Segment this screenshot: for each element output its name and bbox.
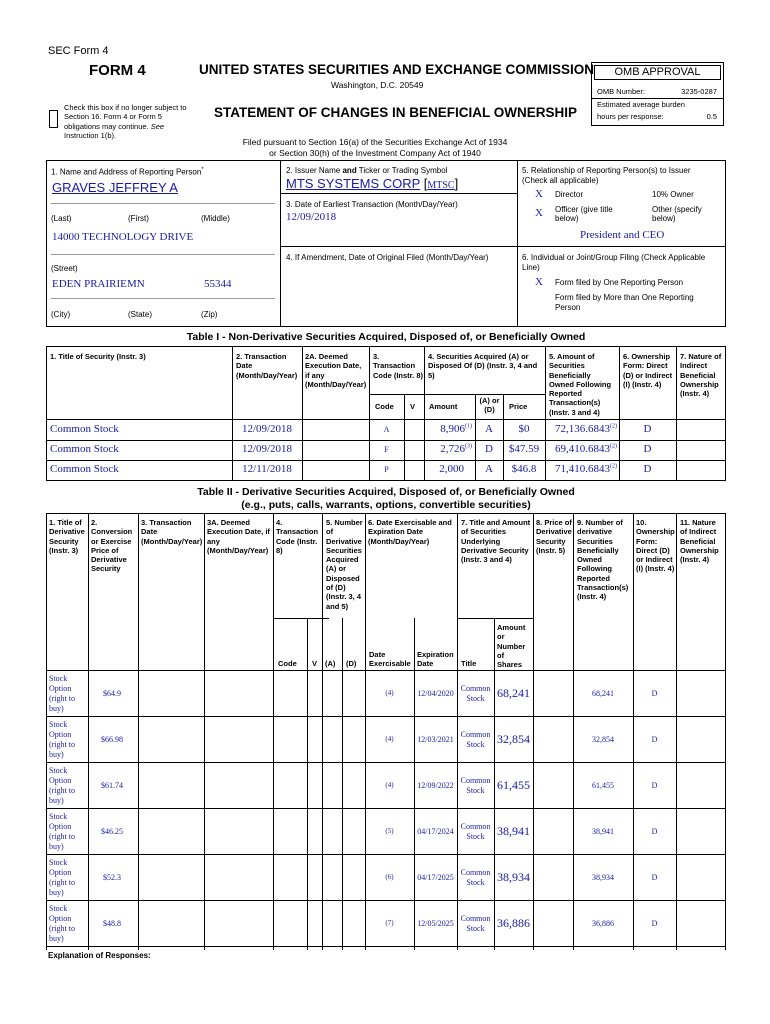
no-longer-subject-checkbox[interactable]	[49, 110, 58, 128]
t2-h10: 10. Ownership Form: Direct (D) or Indirect (I) (Instr. 4)	[636, 518, 675, 574]
t2-title: Title	[461, 659, 477, 668]
t2-under-val: Common Stock	[460, 684, 491, 703]
table2-title: Table II - Derivative Securities Acquired, Disposed of, or Beneficially Owned (e.g., puts, calls, warrants, options, convertible securities)	[197, 486, 575, 511]
t2-price-val: $46.25	[101, 827, 123, 836]
omb-number-label: OMB Number:	[597, 87, 645, 96]
t1-amount-val: 8,906$^{(1)}$	[440, 423, 472, 435]
ticker-symbol: MTSC	[427, 180, 455, 191]
t2-exp-val: 04/17/2024	[417, 827, 454, 836]
omb-hours: 0.5	[706, 112, 717, 121]
city-value: EDEN PRAIRIE	[52, 278, 127, 290]
officer-title: President and CEO	[580, 229, 665, 241]
sec-form-label: SEC Form 4	[48, 45, 109, 57]
t2-h3: 3. Transaction Date (Month/Day/Year)	[141, 518, 203, 546]
t1-title: Common Stock	[50, 443, 119, 455]
zip-value: 55344	[204, 278, 232, 290]
box2-label: 2. Issuer Name and Ticker or Trading Symbol	[286, 166, 448, 175]
t2-amount-val: 68,241	[497, 686, 530, 700]
t1-date: 12/11/2018	[242, 463, 292, 475]
more-persons-label: Form filed by More than One Reporting Person	[555, 293, 694, 312]
t2-amount-val: 36,886	[497, 916, 530, 930]
box4-label: 4. If Amendment, Date of Original Filed (Month/Day/Year)	[286, 253, 489, 262]
t2-h7: 7. Title and Amount of Securities Underlying Derivative Security (Instr. 3 and 4)	[461, 518, 531, 565]
t2-form-val: D	[651, 735, 658, 744]
t2-title-val: Stock Option (right to buy)	[49, 674, 75, 713]
t1-code-val: F	[384, 445, 389, 454]
t1-title: Common Stock	[50, 423, 119, 435]
t2-owned-val: 36,886	[592, 919, 614, 928]
filed-line-2: or Section 30(h) of the Investment Company Act of 1940	[269, 148, 481, 158]
first-label: (First)	[128, 214, 149, 223]
t1-h3: 3. Transaction Code (Instr. 8)	[373, 352, 424, 380]
t1-date: 12/09/2018	[241, 443, 293, 455]
t2-owned-val: 38,941	[592, 827, 614, 836]
explanation-heading: Explanation of Responses:	[48, 951, 151, 960]
t2-a: (A)	[325, 659, 336, 668]
t2-h4: 4. Transaction Code (Instr. 8)	[276, 518, 319, 555]
t2-price-val: $61.74	[101, 781, 123, 790]
t2-exp-val: 12/09/2022	[417, 781, 454, 790]
other-label: Other (specify below)	[652, 205, 702, 223]
street-value: 14000 TECHNOLOGY DRIVE	[52, 231, 194, 243]
one-person-mark: X	[535, 276, 543, 288]
state-value: MN	[127, 278, 145, 290]
t1-h7: 7. Nature of Indirect Beneficial Ownership (Instr. 4)	[680, 352, 722, 399]
t2-h9: 9. Number of derivative Securities Beneficially Owned Following Reported Transaction(s) (Instr. 4)	[577, 518, 629, 602]
street-label: (Street)	[51, 264, 78, 273]
officer-mark: X	[535, 207, 543, 219]
t2-d: (D)	[346, 659, 357, 668]
omb-box	[591, 62, 724, 126]
t1-amount: Amount	[429, 402, 458, 411]
t2-ex-val: (7)	[385, 919, 394, 927]
director-label: Director	[555, 190, 584, 199]
t1-h2a: 2A. Deemed Execution Date, if any (Month/Day/Year)	[305, 352, 367, 389]
t2-h3a: 3A. Deemed Execution Date, if any (Month/Day/Year)	[207, 518, 270, 555]
t2-h6: 6. Date Exercisable and Expiration Date (Month/Day/Year)	[368, 518, 452, 546]
table1-title: Table I - Non-Derivative Securities Acquired, Disposed of, or Beneficially Owned	[186, 331, 586, 343]
city-label: (City)	[51, 310, 71, 319]
t1-ad-val: D	[485, 443, 493, 455]
t1-aord: (A) or (D)	[479, 396, 500, 415]
t2-exp-val: 04/17/2025	[417, 873, 454, 882]
t2-title-val: Stock Option (right to buy)	[49, 858, 75, 897]
t1-form-val: D	[643, 423, 652, 435]
t2-owned-val: 68,241	[592, 689, 614, 698]
omb-burden-label: Estimated average burden	[597, 100, 685, 109]
t2-exp-val: 12/03/2021	[417, 735, 454, 744]
t2-under-val: Common Stock	[460, 868, 491, 887]
box3-label: 3. Date of Earliest Transaction (Month/Day/Year)	[286, 200, 458, 209]
director-mark: X	[535, 188, 543, 200]
officer-label: Officer (give title below)	[555, 205, 613, 223]
t1-form-val: D	[643, 463, 652, 475]
t1-form-val: D	[643, 443, 652, 455]
t2-h5: 5. Number of Derivative Securities Acquired (A) or Disposed of (D) (Instr. 3, 4 and 5)	[326, 518, 363, 611]
box1-label: 1. Name and Address of Reporting Person*	[51, 167, 204, 177]
t2-title-val: Stock Option (right to buy)	[49, 904, 75, 943]
omb-title: OMB APPROVAL	[594, 65, 721, 80]
t1-owned-val: 69,410.6843$^{(2)}$	[555, 443, 617, 455]
t2-title-val: Stock Option (right to buy)	[49, 812, 75, 851]
t2-amt-shares: Amount or Number of Shares	[497, 623, 526, 670]
t1-owned-val: 72,136.6843$^{(2)}$	[555, 423, 617, 435]
t2-amount-val: 38,934	[497, 870, 530, 884]
t1-price-val: $47.59	[508, 443, 540, 455]
filed-line-1: Filed pursuant to Section 16(a) of the Securities Exchange Act of 1934	[242, 137, 508, 147]
t1-h2: 2. Transaction Date (Month/Day/Year)	[236, 352, 298, 380]
t1-price-val: $46.8	[511, 463, 537, 475]
t2-exp-val: 12/04/2020	[417, 689, 454, 698]
t1-title: Common Stock	[50, 463, 119, 475]
box5-label: 5. Relationship of Reporting Person(s) to Issuer (Check all applicable)	[522, 166, 691, 185]
earliest-transaction-date: 12/09/2018	[286, 211, 337, 223]
t2-ex-val: (4)	[385, 735, 394, 743]
statement-title: STATEMENT OF CHANGES IN BENEFICIAL OWNERSHIP	[214, 105, 578, 120]
t2-ex-val: (5)	[385, 827, 394, 835]
t2-title-val: Stock Option (right to buy)	[49, 766, 75, 805]
ten-pct-owner-label: 10% Owner	[652, 190, 694, 199]
t1-price-val: $0	[518, 423, 530, 435]
t2-form-val: D	[651, 919, 658, 928]
t2-ex-val: (4)	[385, 781, 394, 789]
t2-form-val: D	[651, 781, 658, 790]
t2-under-val: Common Stock	[460, 822, 491, 841]
t1-ad-val: A	[485, 463, 493, 475]
agency-title: UNITED STATES SECURITIES AND EXCHANGE COMMISSION	[199, 62, 595, 77]
agency-city: Washington, D.C. 20549	[331, 80, 424, 90]
t1-date: 12/09/2018	[241, 423, 293, 435]
checkbox-instructions: Check this box if no longer subject to Section 16. Form 4 or Form 5 obligations may continue. See Instruction 1(b).	[64, 103, 187, 140]
t2-form-val: D	[651, 873, 658, 882]
t2-v: V	[312, 659, 318, 668]
t1-price: Price	[509, 402, 528, 411]
t2-owned-val: 38,934	[592, 873, 614, 882]
t1-v: V	[410, 402, 416, 411]
box6-label: 6. Individual or Joint/Group Filing (Check Applicable Line)	[522, 253, 706, 272]
t2-form-val: D	[651, 689, 658, 698]
t2-owned-val: 61,455	[592, 781, 614, 790]
t1-h5: 5. Amount of Securities Beneficially Owned Following Reported Transaction(s) (Instr. 3 and 4)	[549, 352, 612, 417]
t2-amount-val: 38,941	[497, 824, 530, 838]
t2-h8: 8. Price of Derivative Security (Instr. 5)	[536, 518, 572, 555]
t1-code-val: A	[383, 425, 390, 434]
omb-number: 3235-0287	[681, 87, 717, 96]
t2-under-val: Common Stock	[460, 914, 491, 933]
t1-code: Code	[375, 402, 394, 411]
t2-amount-val: 32,854	[497, 732, 530, 746]
t2-under-val: Common Stock	[460, 730, 491, 749]
t1-h6: 6. Ownership Form: Direct (D) or Indirect (I) (Instr. 4)	[623, 352, 673, 389]
t2-code: Code	[278, 659, 297, 668]
t2-amount-val: 61,455	[497, 778, 530, 792]
issuer-line: MTS SYSTEMS CORP [MTSC]	[286, 176, 459, 191]
reporting-person-name: GRAVES JEFFREY A	[52, 180, 178, 195]
t1-amount-val: 2,000	[439, 463, 464, 475]
t2-h11: 11. Nature of Indirect Beneficial Ownership (Instr. 4)	[680, 518, 719, 565]
t2-ex-val: (4)	[385, 689, 394, 697]
t2-title-val: Stock Option (right to buy)	[49, 720, 75, 759]
t2-price-val: $64.9	[103, 689, 121, 698]
t2-exp: Expiration Date	[417, 650, 454, 669]
t2-h2: 2. Conversion or Exercise Price of Derivative Security	[91, 518, 133, 574]
form-title: FORM 4	[89, 62, 146, 79]
t2-under-val: Common Stock	[460, 776, 491, 795]
middle-label: (Middle)	[201, 214, 230, 223]
t1-h4: 4. Securities Acquired (A) or Disposed Of (D) (Instr. 3, 4 and 5)	[428, 352, 538, 380]
zip-label: (Zip)	[201, 310, 218, 319]
t2-h1: 1. Title of Derivative Security (Instr. 3)	[49, 518, 85, 555]
t1-amount-val: 2,726$^{(3)}$	[440, 443, 472, 455]
omb-hours-label: hours per response:	[597, 112, 664, 121]
t2-price-val: $66.98	[101, 735, 123, 744]
t2-date-ex: Date Exercisable	[369, 650, 411, 669]
t1-h1: 1. Title of Security (Instr. 3)	[50, 352, 146, 361]
t2-exp-val: 12/05/2025	[417, 919, 454, 928]
t1-ad-val: A	[485, 423, 493, 435]
t2-form-val: D	[651, 827, 658, 836]
t2-price-val: $52.3	[103, 873, 121, 882]
t1-code-val: P	[384, 465, 389, 474]
t2-owned-val: 32,854	[592, 735, 614, 744]
state-label: (State)	[128, 310, 153, 319]
t2-price-val: $48.8	[103, 919, 121, 928]
one-person-label: Form filed by One Reporting Person	[555, 278, 684, 287]
issuer-name: MTS SYSTEMS CORP	[286, 176, 421, 191]
t2-ex-val: (6)	[385, 873, 394, 881]
t1-owned-val: 71,410.6843$^{(2)}$	[555, 463, 617, 475]
last-label: (Last)	[51, 214, 72, 223]
